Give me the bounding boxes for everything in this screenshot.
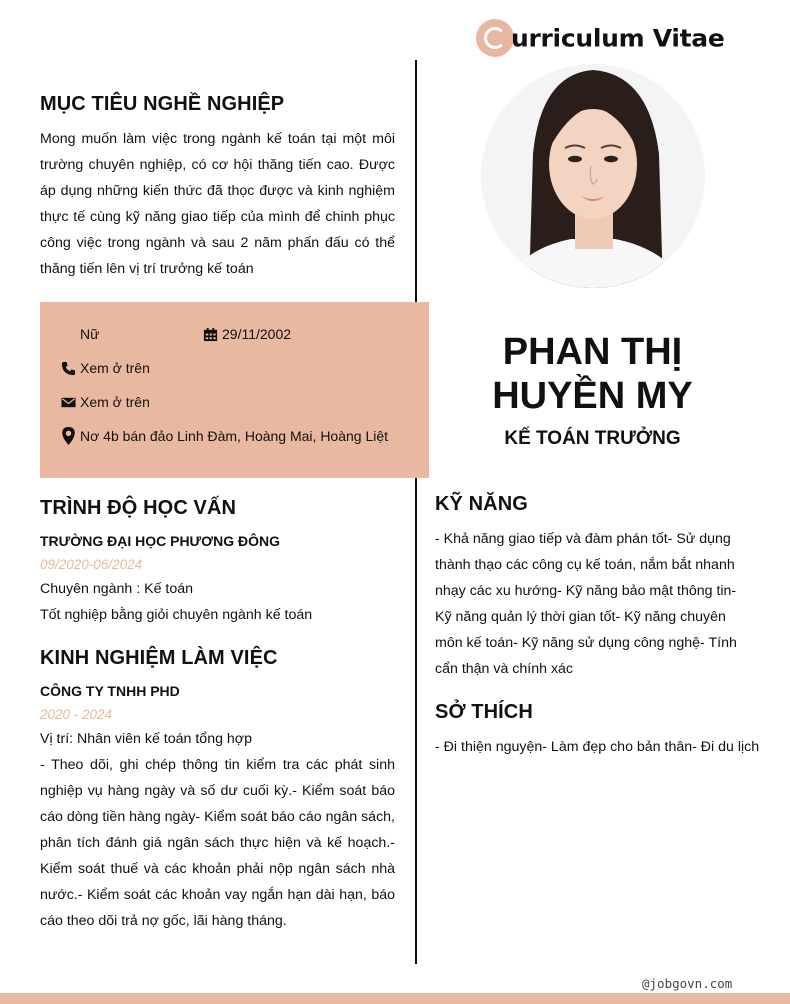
company-name: CÔNG TY TNHH PHD — [40, 683, 180, 699]
school-name: TRƯỜNG ĐẠI HỌC PHƯƠNG ĐÔNG — [40, 533, 281, 549]
birthday-value: 29/11/2002 — [222, 326, 292, 342]
mail-icon — [60, 394, 76, 410]
hobbies-text: - Đi thiện nguyện- Làm đẹp cho bản thân- Đi du lịch — [435, 739, 760, 755]
profile-photo — [481, 64, 705, 288]
candidate-name — [440, 330, 745, 418]
column-divider — [415, 60, 417, 964]
phone-value: Xem ở trên — [80, 360, 150, 376]
objective-title: MỤC TIÊU NGHỀ NGHIỆP — [40, 93, 285, 115]
experience-description: - Theo dõi, ghi chép thông tin kiểm tra các phát sinh nghiệp vụ hàng ngày và số dư cuối kỳ.- Kiểm soát báo cáo dòng tiền hàng ngày- Kiểm soát báo cáo ngân sách, phân tích đánh giá ngân sách thực hiện và kế hoạch.- Kiểm soát thuế và các khoản phải nộp ngân sách nhà nước.- Kiểm soát các khoản vay ngắn hạn dài hạn, báo cáo theo dõi trả nợ gốc, lãi hàng tháng. — [40, 757, 395, 929]
education-major: Chuyên ngành : Kế toán — [40, 581, 194, 597]
name-line-2: HUYỀN MY — [492, 375, 693, 417]
hobbies-title: SỞ THÍCH — [435, 701, 533, 723]
phone-icon — [60, 360, 76, 376]
calendar-icon — [202, 326, 218, 342]
skills-text: - Khả năng giao tiếp và đàm phán tốt- Sử dụng thành thạo các công cụ kế toán, nắm bắt nhanh nhạy các xu hướng- Kỹ năng bảo mật thông tin- Kỹ năng quản lý thời gian tốt- Kỹ năng chuyên môn kế toán- Kỹ năng sử dụng công nghệ- Tính cẩn thận và chính xác — [435, 531, 737, 677]
candidate-role: KẾ TOÁN TRƯỞNG — [504, 428, 681, 449]
gender-row — [80, 326, 99, 342]
logo-c-icon — [476, 19, 514, 57]
logo-text: urriculum Vitae — [511, 24, 725, 52]
skills-title: KỸ NĂNG — [435, 493, 528, 515]
education-note: Tốt nghiệp bằng giỏi chuyên ngành kế toán — [40, 607, 313, 623]
name-line-1: PHAN THỊ — [502, 331, 683, 373]
watermark: @jobgovn.com — [642, 976, 733, 991]
objective-text: Mong muốn làm việc trong ngành kế toán tại một môi trường chuyên nghiệp, có cơ hội thăng tiến cao. Được áp dụng những kiến thức đã thọc được và kinh nghiệm thực tế cùng kỹ năng giao tiếp của mình để chinh phục công việc trong ngành và sau 2 năm phấn đấu có thể thăng tiến lên vị trí trưởng kế toán — [40, 131, 395, 277]
gender-value: Nữ — [80, 326, 100, 342]
location-pin-icon — [60, 428, 76, 444]
birthday-row — [202, 326, 291, 342]
education-period: 09/2020-06/2024 — [40, 557, 143, 572]
cv-logo — [476, 18, 725, 58]
education-title: TRÌNH ĐỘ HỌC VẤN — [40, 497, 237, 519]
address-row — [60, 428, 388, 444]
email-value: Xem ở trên — [80, 394, 150, 410]
experience-period: 2020 - 2024 — [40, 707, 113, 722]
phone-row — [60, 360, 150, 376]
email-row — [60, 394, 150, 410]
experience-position: Vị trí: Nhân viên kế toán tổng hợp — [40, 731, 252, 747]
address-value: Nơ 4b bán đảo Linh Đàm, Hoàng Mai, Hoàng Liệt — [80, 428, 389, 444]
footer-bar — [0, 993, 790, 1004]
experience-title: KINH NGHIỆM LÀM VIỆC — [40, 647, 278, 669]
